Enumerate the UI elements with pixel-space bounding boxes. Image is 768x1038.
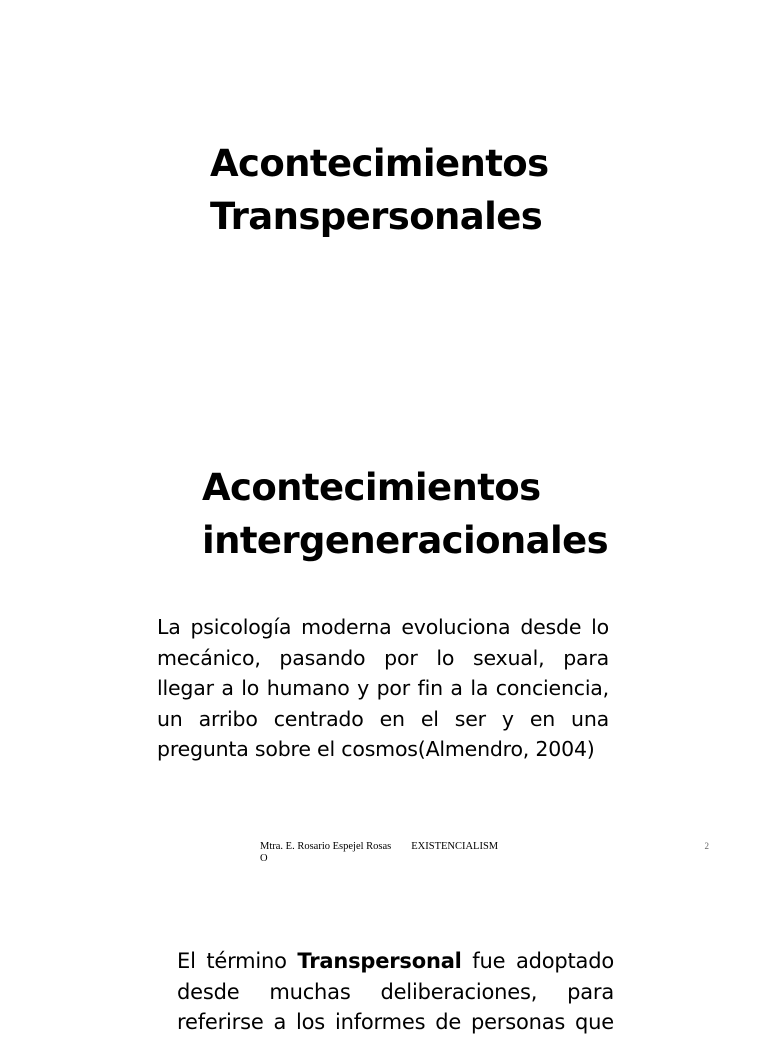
bold-term: Transpersonal — [297, 949, 462, 973]
paragraph-line — [177, 946, 614, 977]
paragraph-line: La psicología moderna evoluciona desde lo — [157, 615, 609, 639]
paragraph-line: desde muchas deliberaciones, para — [177, 979, 614, 1004]
footer-topic: EXISTENCIALISMO — [260, 841, 499, 864]
paragraph-text: fue adoptado — [461, 949, 614, 973]
paragraph-line: llegar a lo humano y por fin a la conciencia, — [157, 676, 609, 700]
paragraph-line: pregunta sobre el cosmos(Almendro, 2004) — [157, 737, 595, 761]
footer-author: Mtra. E. Rosario Espejel Rosas — [260, 841, 392, 852]
paragraph-line: referirse a los informes de personas que — [177, 1010, 614, 1034]
paragraph-line: un arribo centrado en el ser y en una — [157, 706, 609, 731]
title-line: Acontecimientos — [202, 466, 541, 509]
footer-credit — [260, 841, 500, 864]
title-line: intergeneracionales — [202, 519, 609, 562]
slide-title-intergeneracionales — [202, 461, 608, 567]
body-paragraph-psicologia — [157, 612, 609, 765]
paragraph-text: El término — [177, 949, 298, 973]
slide-title-transpersonales — [210, 137, 549, 243]
paragraph-line: mecánico, pasando por lo sexual, para — [157, 645, 609, 670]
page-number: 2 — [704, 841, 709, 851]
title-line: Acontecimientos — [210, 142, 549, 185]
title-line: Transpersonales — [210, 195, 543, 238]
